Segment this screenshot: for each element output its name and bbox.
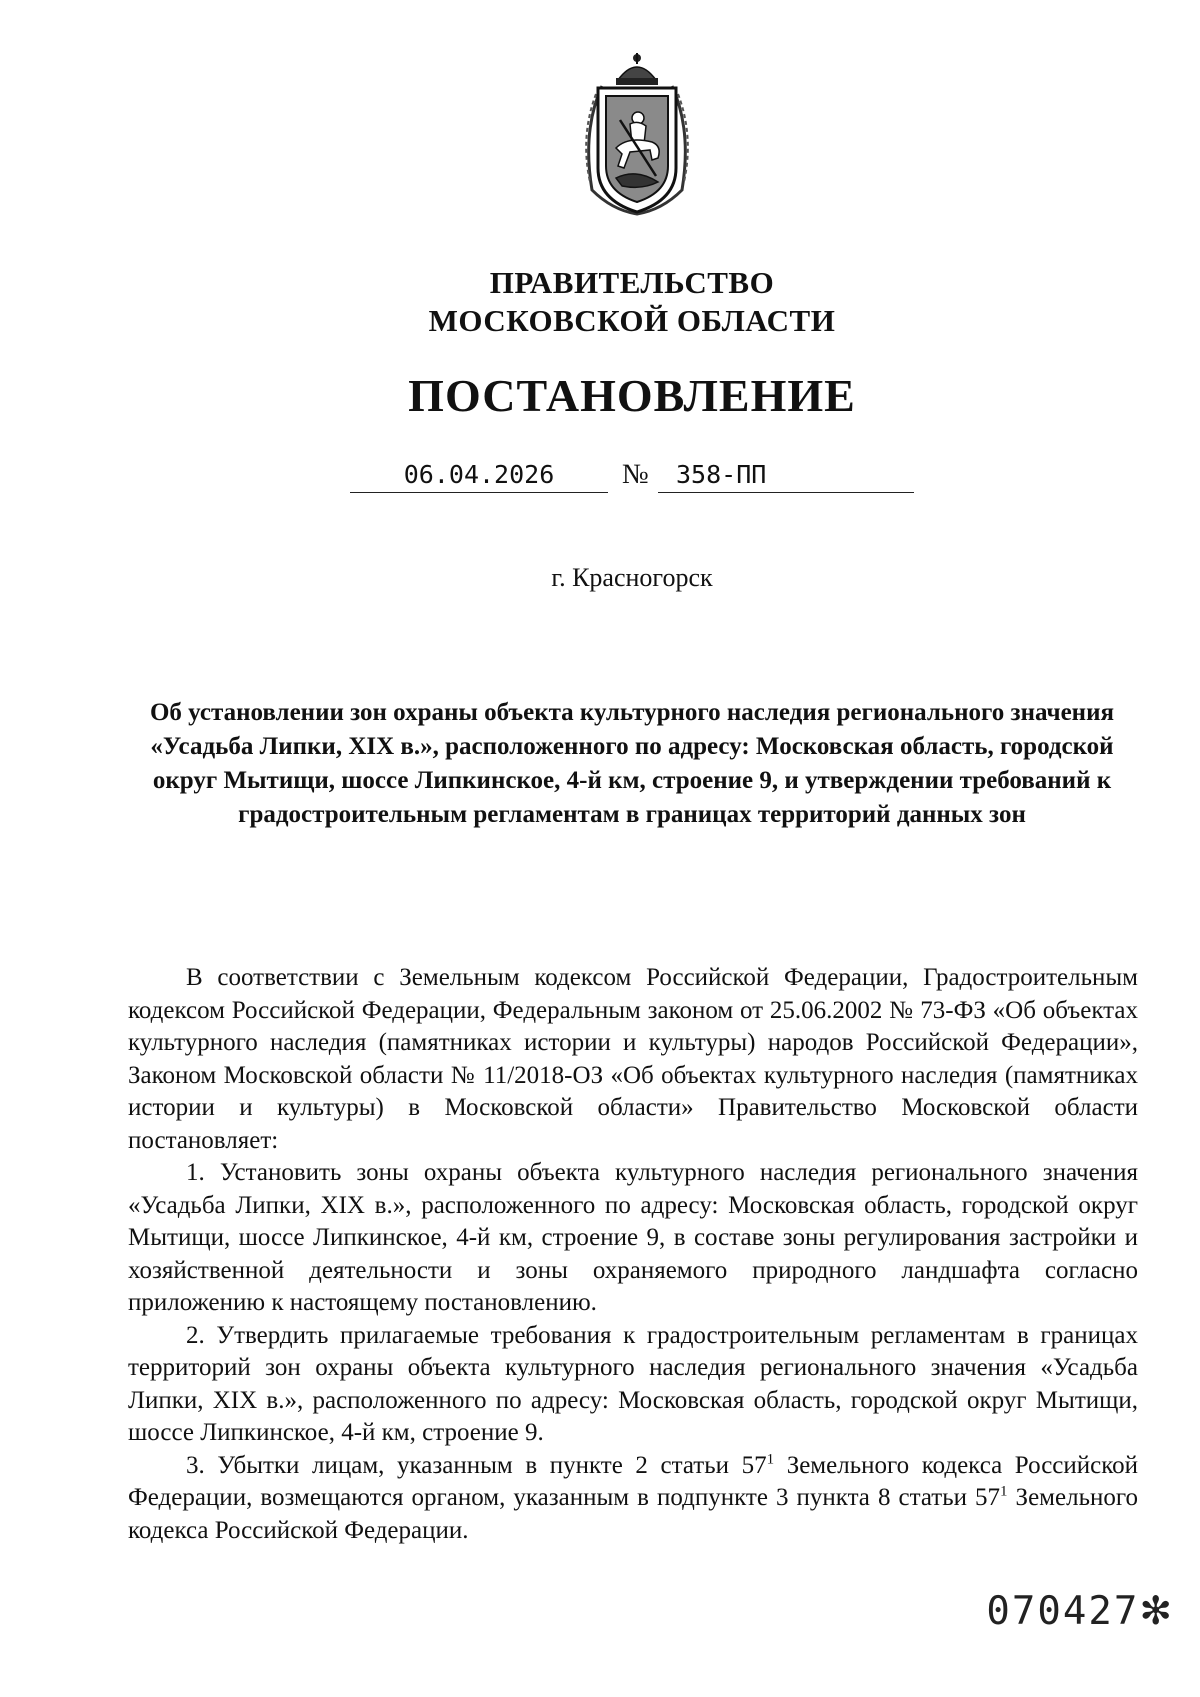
item-3-paragraph bbox=[128, 1450, 1138, 1548]
item-3-text-part1: 3. Убытки лицам, указанным в пункте 2 статьи 57 bbox=[186, 1451, 767, 1479]
form-serial-number bbox=[986, 1588, 1174, 1636]
preamble-paragraph: В соответствии с Земельным кодексом Российской Федерации, Градостроительным кодексом Российской Федерации, Федеральным законом от 25.06.2002 № 73-ФЗ «Об объектах культурного наследия (памятниках истории и культуры) народов Российской Федерации», Законом Московской области № 11/2018-ОЗ «Об объектах культурного наследия (памятниках истории и культуры) в Московской области» Правительство Московской области постановляет: bbox=[128, 964, 1138, 1154]
organization-name-line1: ПРАВИТЕЛЬСТВО bbox=[489, 265, 775, 300]
document-number: 358-ПП bbox=[676, 460, 767, 489]
registration-line bbox=[0, 458, 1200, 498]
document-date: 06.04.2026 bbox=[350, 458, 608, 493]
article-superscript-2: 1 bbox=[1000, 1483, 1008, 1500]
coat-of-arms-icon bbox=[572, 50, 702, 216]
item-3-text-part3: Земельного кодекса Российской Федерации. bbox=[128, 1484, 1138, 1544]
document-title: Об установлении зон охраны объекта культурного наследия регионального значения «Усадьба Липки, XIX в.», расположенного по адресу: Московская область, городской округ Мытищи, шоссе Липкинское, 4-й км, строение 9, и утверждении требований к градостроительным регламентам в границах территорий данных зон bbox=[149, 699, 1114, 828]
item-3-text-part2: Земельного кодекса Российской Федерации, возмещаются органом, указанным в подпункте 3 пункта 8 статьи 57 bbox=[128, 1451, 1138, 1511]
document-number-field bbox=[658, 458, 914, 493]
city-name: г. Красногорск bbox=[551, 563, 713, 592]
article-superscript-1: 1 bbox=[766, 1451, 775, 1468]
number-sign: № bbox=[622, 459, 649, 490]
organization-name-line2: МОСКОВСКОЙ ОБЛАСТИ bbox=[428, 303, 836, 338]
item-2-paragraph: 2. Утвердить прилагаемые требования к градостроительным регламентам в границах территорий зон охраны объекта культурного наследия регионального значения «Усадьба Липки, XIX в.», расположенного по адресу: Московская область, городской округ Мытищи, шоссе Липкинское, 4-й км, строение 9. bbox=[128, 1321, 1138, 1446]
document-body bbox=[128, 962, 1138, 1547]
document-type-heading: ПОСТАНОВЛЕНИЕ bbox=[408, 370, 856, 421]
asterisk-icon: ✻ bbox=[1139, 1589, 1174, 1634]
item-1-paragraph: 1. Установить зоны охраны объекта культурного наследия регионального значения «Усадьба Липки, XIX в.», расположенного по адресу: Московская область, городской округ Мытищи, шоссе Липкинское, 4-й км, строение 9, в составе зоны регулирования застройки и хозяйственной деятельности и зоны охраняемого природного ландшафта согласно приложению к настоящему постановлению. bbox=[128, 1159, 1138, 1316]
serial-code: 070427 bbox=[986, 1589, 1140, 1634]
